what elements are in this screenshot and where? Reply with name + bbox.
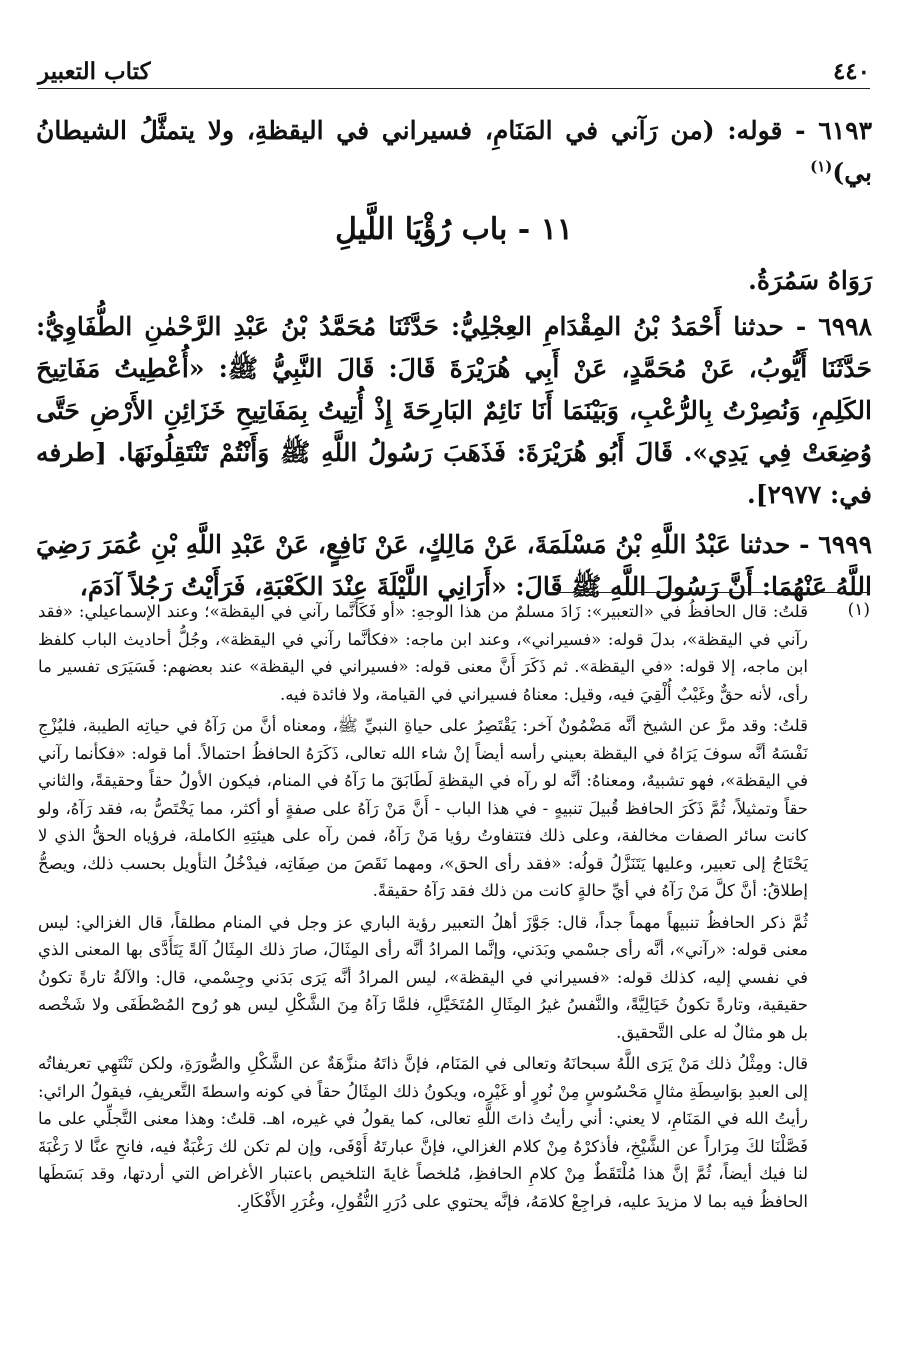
footnote-paragraph: قلتُ: قال الحافظُ في «التعبير»: زَادَ مسلمٌ من هذا الوجهِ: «أو فَكَأَنَّما رآني في اليقظة»؛ وعند الإسماعيلي: «فقد رآني في اليقظة»، بدلَ قوله: «فسيراني»، وعند ابن ماجه: «فكأنَّما رآني في اليقظة»، وجُلُّ أحاديث الباب كلفظ ابن ماجه، إلا قوله: «في اليقظة». ثم ذَكَرَ أَنَّ معنى قوله: «فسيراني في اليقظة» عند بعضهم: فَسَيَرَى تفسير ما رأى، لأنه حقٌّ وغَيْبٌ أُلْقِيَ فيه، وقيل: معناهُ فسيراني في القيامة، ولا فائدة فيه.	[38, 602, 808, 704]
footnote-paragraph: قلتُ: وقد مرَّ عن الشيخ أنَّه مَضْمُونٌ آخر: يَقْتَصِرُ على حياةِ النبيِّ ﷺ، ومعناه أنَّ من رَآهُ في حياتِه الطيبة، فليُزْجِ نَفْسَهُ أنَّه سوفَ يَرَاهُ في اليقظة بعيني رأسه أيضاً إنْ شاء الله تعالى، ذَكَرَهُ الحافظُ احتمالاً. أما قوله: «فكأنما رآني في اليقظة»، فهو تشبيهٌ، ومعناهُ: أنَّه لو رآه في اليقظةِ لَطَابَقَ ما رَآهُ في المنام، فيكون الأولُ حقاً وحقيقةً، والثاني حقاً وتمثيلاً، ثُمَّ ذَكَرَ الحافظ قُبيلَ تنبيهٍ - في هذا الباب - أَنَّ مَنْ رَآهُ على صفةٍ أو أكثر، مما يَخْتَصُّ به، فقد رَآهُ، ولو كانت سائر الصفات مخالفة، وعلى ذلك فتتفاوتُ رؤيا مَنْ رَآهُ، فمن رآه على هيئتِهِ الكاملة، فرؤياه الحقُّ الذي لا يَحْتَاجُ إلى تعبير، وعليها يَتَنَزَّلُ قولُه: «فقد رأى الحق»، ومهما نَقَصَ من صِفَاتِه، فيدْخُلُ التأويل بحسب ذلك، ويصحُّ إطلاقُ: أنَّ كلَّ مَنْ رَآهُ في أيِّ حالةٍ كانت من ذلك فقد رَآهُ حقيقةً.	[38, 716, 808, 900]
hadith-6999: ٦٩٩٩ - حدثنا عَبْدُ اللَّهِ بْنُ مَسْلَمَةَ، عَنْ مَالِكٍ، عَنْ نَافِعٍ، عَنْ عَبْدِ اللَّهِ بْنِ عُمَرَ رَضِيَ اللَّهُ عَنْهُمَا: أَنَّ رَسُولَ اللَّهِ ﷺ قَالَ: «أَرَانِي اللَّيْلَةَ عِنْدَ الكَعْبَةِ، فَرَأَيْتُ رَجُلاً آدَمَ،	[36, 530, 872, 601]
footnote-paragraph: ثُمَّ ذكر الحافظُ تنبيهاً مهماً جداً، قال: جَوَّزَ أهلُ التعبير رؤية الباري عز وجل في المنام مطلقاً، قال الغزالي: ليس معنى قوله: «رآني»، أنَّه رأى جسْمي وبَدَني، وإنَّما المرادُ أنَّه رأى المِثَالَ، صارَ ذلك المِثَالُ آلةً يَتَأَدَّى بها المعنى الذي في نفسي إليه، كذلك قوله: «فسيراني في اليقظة»، ليس المرادُ أنَّه يَرَى بَدَني وجِسْمي، قال: والآلةُ تارةً تكونُ حقيقية، وتارةً تكونُ خَيَالِيَّةً، والنَّفسُ غيرُ المِثَالِ المُتَخَيَّلِ، فلمَّا رَآهُ مِنَ الشَّكْلِ ليس هو رُوح المُصْطَفَى ولا شَخْصه بل هو مثالٌ له على التَّحقيق.	[38, 912, 808, 1042]
running-header	[38, 50, 870, 90]
footnote-body	[38, 598, 808, 1215]
book-title: كتاب التعبير	[38, 58, 151, 85]
footnote-marker: (١)	[847, 600, 870, 620]
hadith-6998: ٦٩٩٨ - حدثنا أَحْمَدُ بْنُ المِقْدَامِ العِجْلِيُّ: حَدَّثَنَا مُحَمَّدُ بْنُ عَبْدِ الرَّحْمٰنِ الطُّفَاوِيُّ: حَدَّثَنَا أَيُّوبُ، عَنْ مُحَمَّدٍ، عَنْ أَبِي هُرَيْرَةَ قَالَ: قَالَ النَّبِيُّ ﷺ: «أُعْطِيتُ مَفَاتِيحَ الكَلِمِ، وَنُصِرْتُ بِالرُّعْبِ، وَبَيْنَمَا أَنَا نَائِمٌ البَارِحَةَ إِذْ أُتِيتُ بِمَفَاتِيحِ خَزَائِنِ الأَرْضِ حَتَّى وُضِعَتْ فِي يَدِي». قَالَ أَبُو هُرَيْرَةَ: فَذَهَبَ رَسُولُ اللَّهِ ﷺ وَأَنْتُمْ تَنْتَقِلُونَهَا. [طرفه في: ٢٩٧٧].	[36, 312, 872, 509]
commentary-item-6193	[36, 110, 872, 194]
page-number: ٤٤٠	[832, 58, 870, 85]
footnotes	[38, 598, 870, 1215]
main-text	[36, 110, 872, 616]
narration-note: رَوَاهُ سَمُرَةُ.	[748, 266, 872, 295]
footnote-paragraph: قال: ومِثْلُ ذلك مَنْ يَرَى اللَّهُ سبحانَهُ وتعالى في المَنَام، فإنَّ ذاتَهُ منزَّهَةٌ عن الشَّكْلِ والصُّورَةِ، ولكن تَنْتَهِي تعريفاتُه إلى العبدِ بوَاسِطَةِ مثالٍ مَحْسُوسٍ مِنْ نُورٍ أو غَيْرِه، ويكونُ ذلك المِثَالُ حقاً في كونه واسطةَ التَّعريفِ، فيقولُ الرائي: رأيتُ الله في المَنَامِ، لا يعني: أني رأيتُ ذاتَ اللَّهِ تعالى، كما يقولُ في غيره، اهـ. قلتُ: وهذا معنى التَّجلِّي على ما فَصَّلْنَا لكَ مِرَاراً عن الشَّيْخِ، فأذكرْهُ مِنْ كلام الغزالي، فإنَّ عبارتَهُ أَوْفَى، وإن لم تكن لك رَغْبَةٌ فيه، فانحِ عنَّا لا رَغْبَةَ لنا فيك أيضاً، ثُمَّ إنَّ هذا مُلْتَقَطٌ مِنْ كلامِ الحافظِ، مُلخصاً غايةَ التلخيص باعتبار الأغراض التي أردتها، وقد بَسَطَها الحافظُ فيه بما لا مزيدَ عليه، فراجِعْ كلامَهُ، فإنَّه يحتوي على دُرَرِ النُّقُولِ، وغُرَرِ الأَفْكَارِ.	[38, 1054, 808, 1211]
header-divider	[38, 88, 870, 89]
footnote-reference[interactable]: (١)	[810, 157, 833, 176]
chapter-heading: ١١ - باب رُؤْيَا اللَّيلِ	[335, 212, 573, 247]
footnote-divider	[545, 592, 870, 593]
commentary-item-text: ٦١٩٣ - قوله: (من رَآني في المَنَامِ، فسيراني في اليقظةِ، ولا يتمثَّلُ الشيطانُ بي)	[36, 116, 872, 187]
